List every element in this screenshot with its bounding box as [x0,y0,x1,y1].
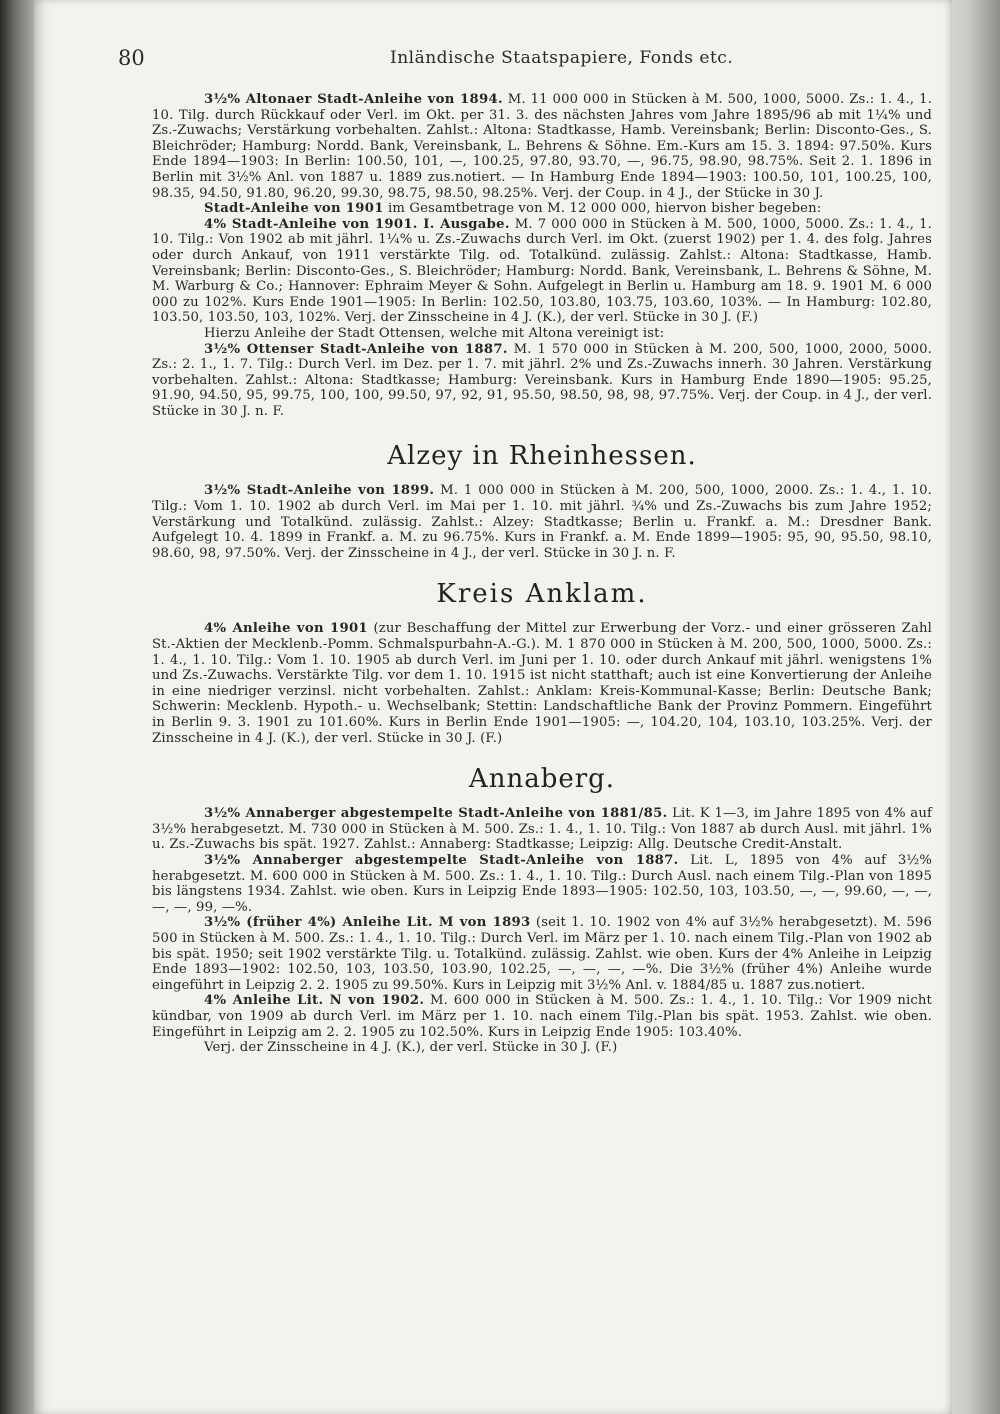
section-heading-annaberg: Annaberg. [468,764,616,795]
entry-text: M. 1 000 000 in Stücken à M. 200, 500, 1000, 2000. Zs.: 1. 4., 1. 10. Tilg.: Vom 1. 10. 1902 ab durch Verl. im Mai per 1. 10. mit jährl. ¾% und Zs.-Zuwachs bis zum Jahre 1952; Verstärkung und Totalkünd. zulässig. Zahlst.: Alzey: Stadtkasse; Berlin u. Frankf. a. M.: Dresdner Bank. Aufgelegt 10. 4. 1899 in Frankf. a. M. zu 96.75%. Kurs in Frankf. a. M. Ende 1899—1905: 95, 90, 95.50, 98.10, 98.60, 98, 97.50%. Verj. der Zinsscheine in 4 J., der verl. Stücke in 30 J. n. F. [152,483,933,561]
page-header [118,46,948,76]
entry-altona-1901-issue [152,217,932,326]
scan-right-margin [948,0,1000,1414]
entry-title: 4% Stadt-Anleihe von 1901. I. Ausgabe. [204,216,510,232]
entry-text: M. 1 570 000 in Stücken à M. 200, 500, 1000, 2000, 5000. Zs.: 2. 1., 1. 7. Tilg.: Durch Verl. im Dez. per 1. 7. mit jährl. 2% und Zs.-Zuwachs innerh. 30 Jahren. Verstärkung vorbehalten. Zahlst.: Altona: Stadtkasse; Hamburg: Vereinsbank. Kurs in Hamburg Ende 1890—1905: 95.25, 91.90, 94.50, 95, 99.75, 100, 100, 99.50, 97, 92, 91, 95.50, 98.50, 98, 98, 97.75%. Verj. der Coup. in 4 J., der verl. Stücke in 30 J. n. F. [152,341,933,419]
entry-annaberg-1902 [152,993,932,1040]
section-heading-anklam: Kreis Anklam. [436,579,648,610]
entry-title: Stadt-Anleihe von 1901 [204,201,384,217]
entry-text: (seit 1. 10. 1902 von 4% auf 3½% herabgesetzt). M. 596 500 in Stücken à M. 500. Zs.: 1. 4., 1. 10. Tilg.: Durch Verl. im März per 1. 10. nach einem Tilg.-Plan von 1902 ab bis spät. 1950; seit 1902 verstärkte Tilg. u. Totalkünd. zulässig. Zahlst. wie oben. Kurs der 4% Anleihe in Leipzig Ende 1893—1902: 102.50, 103, 103.50, 103.90, 102.25, —, —, —, —%. Die 3½% (früher 4%) Anleihe wurde eingeführt in Leipzig 2. 2. 1905 zu 99.50%. Kurs in Leipzig mit 3½% Anl. v. 1884/85 u. 1887 zus.notiert. [152,915,933,993]
entry-annaberg-1881 [152,806,932,853]
running-head: Inländische Staatspapiere, Fonds etc. [390,48,734,68]
page-number: 80 [118,46,145,70]
entry-text: Verj. der Zinsscheine in 4 J. (K.), der verl. Stücke in 30 J. (F.) [204,1040,618,1056]
entry-text: im Gesamtbetrage von M. 12 000 000, hiervon bisher begeben: [388,201,822,217]
entry-title: 3½% Stadt-Anleihe von 1899. [204,483,435,499]
entry-text: M. 7 000 000 in Stücken à M. 500, 1000, 5000. Zs.: 1. 4., 1. 10. Tilg.: Von 1902 ab mit jährl. 1¼% u. Zs.-Zuwachs durch Verl. im Okt. (zuerst 1902) per 1. 4. des folg. Jahres oder durch Ankauf, von 1911 verstärkte Tilg. od. Totalkünd. zulässig. Zahlst.: Altona: Stadtkasse, Hamb. Vereinsbank; Berlin: Disconto-Ges., S. Bleichröder; Hamburg: Nordd. Bank, Vereinsbank, L. Behrens & Söhne, M. M. Warburg & Co.; Hannover: Ephraim Meyer & Sohn. Aufgelegt in Berlin u. Hamburg am 18. 9. 1901 M. 6 000 000 zu 102%. Kurs Ende 1901—1905: In Berlin: 102.50, 103.80, 103.75, 103.60, 103%. — In Hamburg: 102.80, 103.50, 103.50, 103, 102%. Verj. der Zinsscheine in 4 J. (K.), der verl. Stücke in 30 J. (F.) [152,216,933,326]
entry-text: Hierzu Anleihe der Stadt Ottensen, welche mit Altona vereinigt ist: [204,325,665,341]
entry-ottensen-1887 [152,342,932,420]
entry-alzey-1899 [152,483,932,561]
entry-title: 3½% Ottenser Stadt-Anleihe von 1887. [204,341,508,357]
entry-title: 3½% (früher 4%) Anleihe Lit. M von 1893 [204,915,531,931]
entry-annaberg-1893 [152,915,932,993]
entry-title: 3½% Annaberger abgestempelte Stadt-Anleihe von 1881/85. [204,806,668,822]
entry-altona-1894 [152,92,932,201]
entry-title: 3½% Annaberger abgestempelte Stadt-Anleihe von 1887. [204,852,679,868]
entry-title: 4% Anleihe von 1901 [204,621,368,637]
entry-annaberg-1887 [152,853,932,915]
entry-altona-1901 [152,201,932,217]
closing-note [152,1040,932,1056]
entry-anklam-1901 [152,621,932,746]
entry-text: M. 11 000 000 in Stücken à M. 500, 1000, 5000. Zs.: 1. 4., 1. 10. Tilg. durch Rückkauf oder Verl. im Okt. per 31. 3. des nächsten Jahres vom Jahre 1895/96 ab mit 1¼% und Zs.-Zuwachs; Verstärkung vorbehalten. Zahlst.: Altona: Stadtkasse, Hamb. Vereinsbank; Berlin: Disconto-Ges., S. Bleichröder; Hamburg: Nordd. Bank, Vereinsbank, L. Behrens & Söhne. Em.-Kurs am 15. 3. 1894: 97.50%. Kurs Ende 1894—1903: In Berlin: 100.50, 101, —, 100.25, 97.80, 93.70, —, 96.75, 98.90, 98.75%. Seit 2. 1. 1896 in Berlin mit 3½% Anl. von 1887 u. 1889 zus.notiert. — In Hamburg Ende 1894—1903: 100.50, 101, 100.25, 100, 98.35, 94.50, 91.80, 96.20, 99.30, 98.75, 98.50, 98.25%. Verj. der Coup. in 4 J., der Stücke in 30 J. [152,92,932,201]
entry-text: M. 600 000 in Stücken à M. 500. Zs.: 1. 4., 1. 10. Tilg.: Vor 1909 nicht kündbar, von 1909 ab durch Verl. im März per 1. 10. nach einem Tilg.-Plan bis spät. 1953. Zahlst. wie oben. Eingeführt in Leipzig am 2. 2. 1905 zu 102.50%. Kurs in Leipzig Ende 1905: 103.40%. [152,993,932,1040]
entry-title: 4% Anleihe Lit. N von 1902. [204,993,425,1009]
page-content [152,92,932,1056]
entry-text: Lit. L, 1895 von 4% auf 3½% herabgesetzt. M. 600 000 in Stücken à M. 500. Zs.: 1. 4., 1. 10. Tilg.: Durch Ausl. nach einem Tilg.-Plan von 1895 bis längstens 1934. Zahlst. wie oben. Kurs in Leipzig Ende 1893—1905: 102.50, 103, 103.50, —, —, 99.60, —, —, —, —, 99, —%. [152,852,933,915]
entry-text: Lit. K 1—3, im Jahre 1895 von 4% auf 3½% herabgesetzt. M. 730 000 in Stücken à M. 500. Zs.: 1. 4., 1. 10. Tilg.: Von 1887 ab durch Ausl. mit jährl. 1% u. Zs.-Zuwachs bis spät. 1927. Zahlst.: Annaberg: Stadtkasse; Leipzig: Allg. Deutsche Credit-Anstalt. [152,806,932,853]
entry-text: (zur Beschaffung der Mittel zur Erwerbung der Vorz.- und einer grösseren Zahl St.-Aktien der Mecklenb.-Pomm. Schmalspurbahn-A.-G.). M. 1 870 000 in Stücken à M. 200, 500, 1000, 5000. Zs.: 1. 4., 1. 10. Tilg.: Vom 1. 10. 1905 ab durch Verl. im Juni per 1. 10. oder durch Ankauf mit jährl. wenigstens 1% und Zs.-Zuwachs. Verstärkte Tilg. vor dem 1. 10. 1915 ist nicht statthaft; auch ist eine Konvertierung der Anleihe in eine niedriger verzinsl. nicht vorbehalten. Zahlst.: Anklam: Kreis-Kommunal-Kasse; Berlin: Deutsche Bank; Schwerin: Mecklenb. Hypoth.- u. Wechselbank; Stettin: Landschaftliche Bank der Provinz Pommern. Eingeführt in Berlin 9. 3. 1901 zu 101.60%. Kurs in Berlin Ende 1901—1905: —, 104.20, 104, 103.10, 103.25%. Verj. der Zinsscheine in 4 J. (K.), der verl. Stücke in 30 J. (F.) [152,621,933,746]
ottensen-intro [152,326,932,342]
entry-title: 3½% Altonaer Stadt-Anleihe von 1894. [204,92,503,107]
section-heading-alzey: Alzey in Rheinhessen. [387,441,697,472]
